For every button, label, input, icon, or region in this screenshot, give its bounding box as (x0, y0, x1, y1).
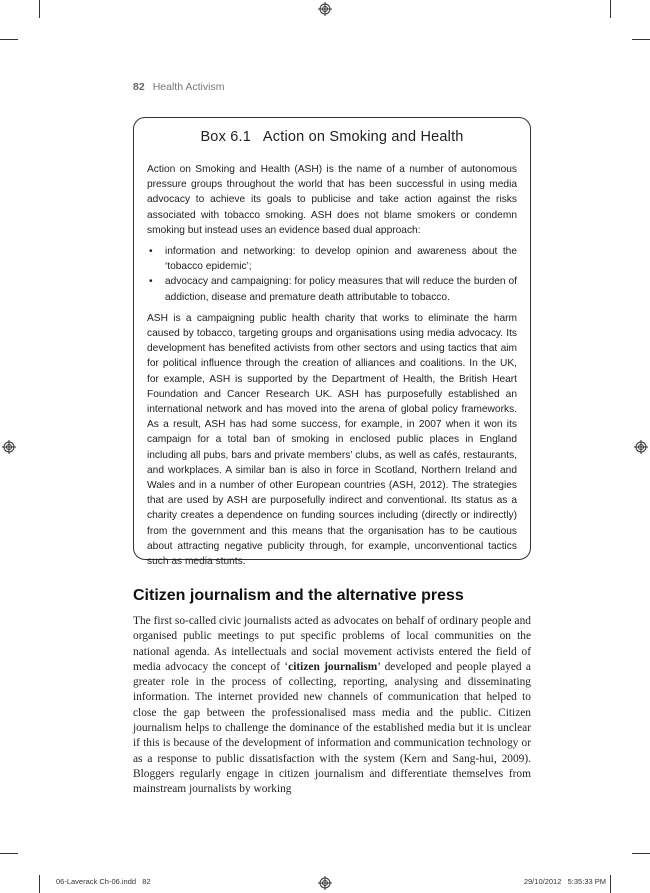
section-body (133, 614, 531, 798)
registration-mark-icon (318, 2, 332, 16)
box-body (147, 162, 517, 575)
box-paragraph: ASH is a campaigning public health charity that works to eliminate the harm caused by tobacco, targeting groups and organisations using media advocacy. Its development has benefited activists from other sectors and using tactics that aim for political influence through the creation of alliances and coalitions. In the UK, for example, ASH is supported by the Department of Health, the British Heart Foundation and Cancer Research UK. ASH has purposefully established an international network and has moved into the arena of global policy frameworks. As a result, ASH has had some success, for example, in 2007 when it won its campaign for a total ban of smoking in enclosed public places in England including all pubs, bars and private members’ clubs, as well as cafés, restaurants, and workplaces. A similar ban is also in force in Scotland, Northern Ireland and Wales and in a number of other European countries (ASH, 2012). The strategies that are used by ASH are purposefully indirect and conventional. Its status as a charity creates a dependence on funding sources including (directly or indirectly) from the government and this means that the organisation has to be cautious about attracting negative publicity through, for example, unconventional tactics such as media stunts. (147, 312, 517, 568)
list-item (149, 274, 517, 304)
body-text: The first so-called civic journalists acted as advocates on behalf of ordinary people and organised public meetings to put specific problems of local communities on the national agenda. As intellectuals and social movement activists entered the field of media advocacy the concept of ‘ (133, 615, 531, 673)
box-paragraph: Action on Smoking and Health (ASH) is the name of a number of autonomous pressure groups throughout the world that has been successful in using media advocacy to achieve its goals to publicise and take action against the risks associated with tobacco smoking. ASH does not blame smokers or condemn smoking but instead uses an evidence based dual approach: (147, 164, 517, 236)
list-item (149, 244, 517, 274)
running-title: Health Activism (152, 81, 225, 93)
page-number: 82 (133, 81, 145, 93)
crop-mark (632, 39, 650, 40)
registration-mark-icon (318, 876, 332, 890)
registration-mark-icon (634, 440, 648, 454)
body-text: ’ developed and people played a greater role in the process of collecting, reporting, analysing and disseminating information. The internet provided new channels of communication that helped to close the gap between the professionalised mass media and the public. Citizen journalism helps to challenge the dominance of the established media but it is unclear if this is because of the development of information and communication technology or as a response to public dissatisfaction with the system (Kern and Sang-hui, 2009). Bloggers regularly engage in citizen journalism and differentiate themselves from mainstream journalists by working (133, 660, 531, 796)
box-bullet-list (147, 244, 517, 305)
crop-mark (632, 853, 650, 854)
crop-mark (0, 853, 18, 854)
bullet-icon: • (149, 246, 153, 258)
key-term: citizen journalism (288, 660, 378, 673)
running-header (133, 81, 224, 93)
crop-mark (0, 39, 18, 40)
timestamp-slug: 29/10/2012 5:35:33 PM (523, 877, 606, 886)
file-slug: 06-Laverack Ch-06.indd 82 (56, 877, 151, 886)
text-box (133, 117, 531, 568)
section-heading: Citizen journalism and the alternative press (133, 587, 464, 604)
box-title: Box 6.1 Action on Smoking and Health (200, 129, 464, 145)
list-item-text: information and networking: to develop opinion and awareness about the ‘tobacco epidemic’; (165, 246, 517, 273)
crop-mark (610, 0, 611, 18)
registration-mark-icon (2, 440, 16, 454)
crop-mark (39, 0, 40, 18)
crop-mark (39, 875, 40, 893)
bullet-icon: • (149, 276, 153, 288)
crop-mark (610, 875, 611, 893)
list-item-text: advocacy and campaigning: for policy measures that will reduce the burden of addiction, disease and premature death attributable to tobacco. (165, 276, 517, 303)
